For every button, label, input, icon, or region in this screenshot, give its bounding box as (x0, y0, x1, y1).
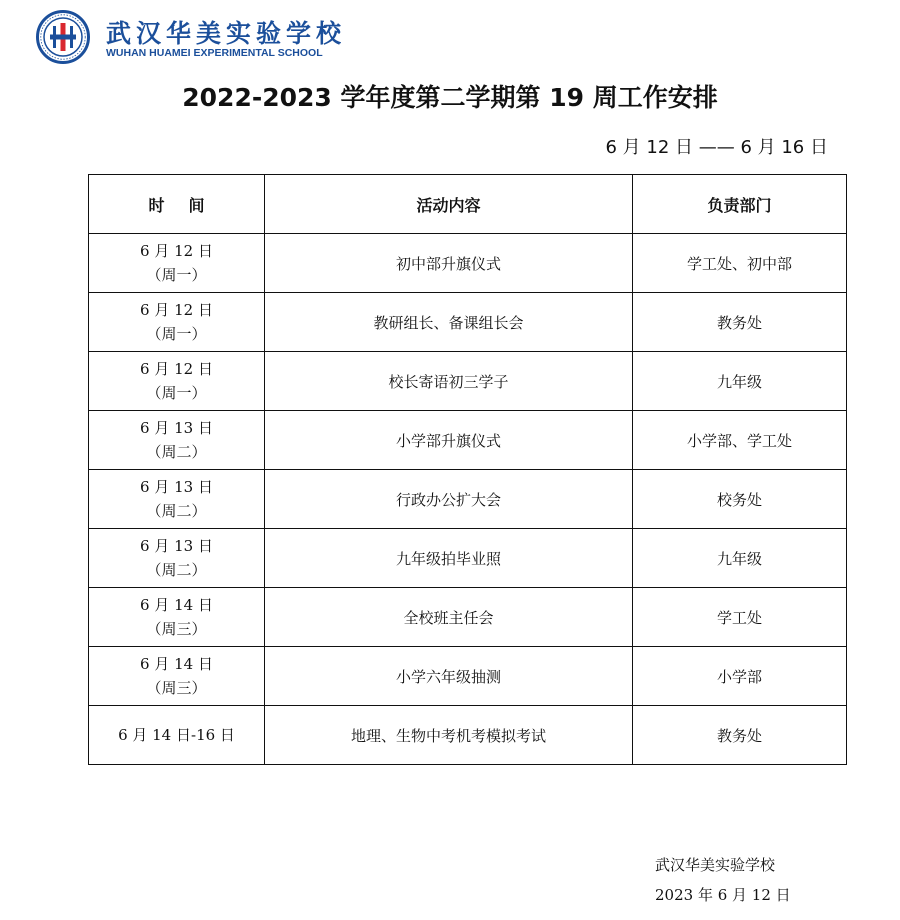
page-title: 2022-2023 学年度第二学期第 19 周工作安排 (182, 83, 718, 112)
signature-block (655, 850, 791, 910)
table-row (89, 647, 847, 706)
row-date: 6 月 13 日 (140, 419, 213, 437)
week-date-range: 6 月 12 日 —— 6 月 16 日 (605, 137, 828, 158)
header-activity: 活动内容 (265, 175, 633, 234)
row-activity: 九年级拍毕业照 (265, 529, 633, 588)
row-activity: 全校班主任会 (265, 588, 633, 647)
table-row (89, 706, 847, 765)
row-date: 6 月 13 日 (140, 478, 213, 496)
signature-date: 2023 年 6 月 12 日 (655, 886, 791, 904)
row-weekday: （周二） (146, 443, 207, 461)
table-row (89, 234, 847, 293)
row-time (89, 234, 265, 293)
row-department: 学工处、初中部 (633, 234, 847, 293)
row-date: 6 月 13 日 (140, 537, 213, 555)
row-date: 6 月 12 日 (140, 301, 213, 319)
header-time: 时间 (89, 175, 265, 234)
row-date: 6 月 12 日 (140, 242, 213, 260)
row-department: 教务处 (633, 293, 847, 352)
row-time (89, 588, 265, 647)
row-weekday: （周二） (146, 561, 207, 579)
school-name-cn: 武汉华美实验学校 (106, 19, 347, 48)
schedule-table (88, 174, 847, 765)
row-department: 九年级 (633, 529, 847, 588)
row-time (89, 647, 265, 706)
row-time (89, 706, 265, 765)
row-department: 教务处 (633, 706, 847, 765)
row-activity: 行政办公扩大会 (265, 470, 633, 529)
signature-org: 武汉华美实验学校 (655, 856, 776, 874)
row-activity: 校长寄语初三学子 (265, 352, 633, 411)
row-date: 6 月 12 日 (140, 360, 213, 378)
header-department: 负责部门 (633, 175, 847, 234)
row-department: 小学部 (633, 647, 847, 706)
table-row (89, 470, 847, 529)
row-activity: 教研组长、备课组长会 (265, 293, 633, 352)
school-logo (36, 10, 381, 64)
table-header-row (89, 175, 847, 234)
row-department: 九年级 (633, 352, 847, 411)
row-weekday: （周一） (146, 266, 207, 284)
table-row (89, 293, 847, 352)
row-weekday: （周一） (146, 325, 207, 343)
row-time (89, 529, 265, 588)
row-weekday: （周二） (146, 502, 207, 520)
row-date: 6 月 14 日 (140, 596, 213, 614)
row-activity: 初中部升旗仪式 (265, 234, 633, 293)
row-weekday: （周三） (146, 679, 207, 697)
row-time (89, 470, 265, 529)
row-activity: 小学六年级抽测 (265, 647, 633, 706)
row-date: 6 月 14 日 (140, 655, 213, 673)
table-row (89, 529, 847, 588)
row-date: 6 月 14 日-16 日 (118, 726, 235, 744)
school-name-en: WUHAN HUAMEI EXPERIMENTAL SCHOOL (106, 47, 323, 59)
table-row (89, 411, 847, 470)
row-department: 校务处 (633, 470, 847, 529)
row-time (89, 411, 265, 470)
table-row (89, 588, 847, 647)
school-emblem-icon (36, 10, 90, 64)
row-department: 小学部、学工处 (633, 411, 847, 470)
table-row (89, 352, 847, 411)
row-activity: 地理、生物中考机考模拟考试 (265, 706, 633, 765)
row-time (89, 352, 265, 411)
row-department: 学工处 (633, 588, 847, 647)
row-weekday: （周一） (146, 384, 207, 402)
row-activity: 小学部升旗仪式 (265, 411, 633, 470)
row-weekday: （周三） (146, 620, 207, 638)
row-time (89, 293, 265, 352)
